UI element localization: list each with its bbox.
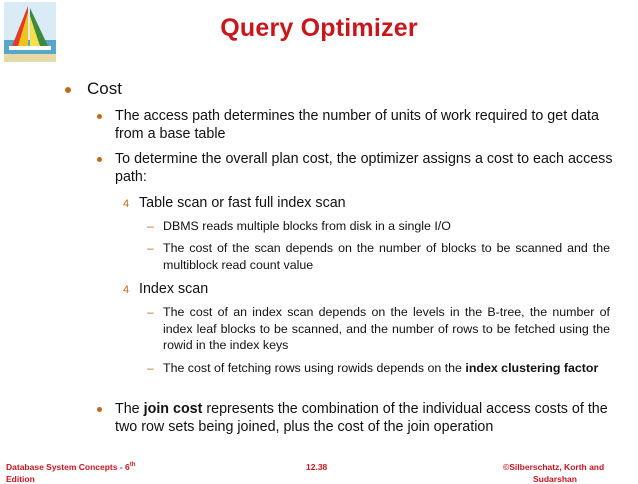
footer-authors: Sudarshan xyxy=(533,474,577,484)
sub-bullet-marker: 4 xyxy=(123,198,130,210)
bullet-join-cost: The join cost represents the combination of the individual access costs of the two row sets being joined, plus the cost of the join operation xyxy=(115,401,608,435)
footer-page-number: 12.38 xyxy=(306,462,328,472)
footer-copyright: ©Silberschatz, Korth and xyxy=(503,462,605,472)
bullet-icon xyxy=(97,157,102,162)
table-scan-detail-1: DBMS reads multiple blocks from disk in a single I/O xyxy=(163,219,451,233)
clustering-factor-term: index clustering factor xyxy=(465,361,599,375)
dash-marker: – xyxy=(147,241,154,255)
table-scan-detail-2: The cost of the scan depends on the number of blocks to be scanned and the multiblock read count value xyxy=(163,241,610,272)
heading-cost: Cost xyxy=(87,79,122,98)
index-scan-detail-1: The cost of an index scan depends on the levels in the B-tree, the number of index leaf blocks to be scanned, and the number of rows to be fetched using the rowid in the index keys xyxy=(163,305,610,352)
dash-marker: – xyxy=(147,361,154,375)
join-cost-term: join cost xyxy=(143,401,203,417)
bullet-icon xyxy=(97,407,102,412)
index-scan-detail-2: The cost of fetching rows using rowids depends on the index clustering factor xyxy=(163,361,599,375)
footer-book-title: Database System Concepts - 6th xyxy=(6,462,136,472)
slide-title: Query Optimizer xyxy=(220,14,418,42)
bullet-icon xyxy=(65,87,71,93)
dash-marker: – xyxy=(147,219,154,233)
bullet-icon xyxy=(97,114,102,119)
footer-edition: Edition xyxy=(6,474,35,484)
sub-bullet-marker: 4 xyxy=(123,284,130,296)
bullet-overall-plan-cost: To determine the overall plan cost, the optimizer assigns a cost to each access path: xyxy=(115,151,613,185)
bullet-access-path: The access path determines the number of units of work required to get data from a base table xyxy=(115,108,599,142)
sub-index-scan: Index scan xyxy=(139,281,209,297)
sub-table-scan: Table scan or fast full index scan xyxy=(139,195,346,211)
dash-marker: – xyxy=(147,305,154,319)
